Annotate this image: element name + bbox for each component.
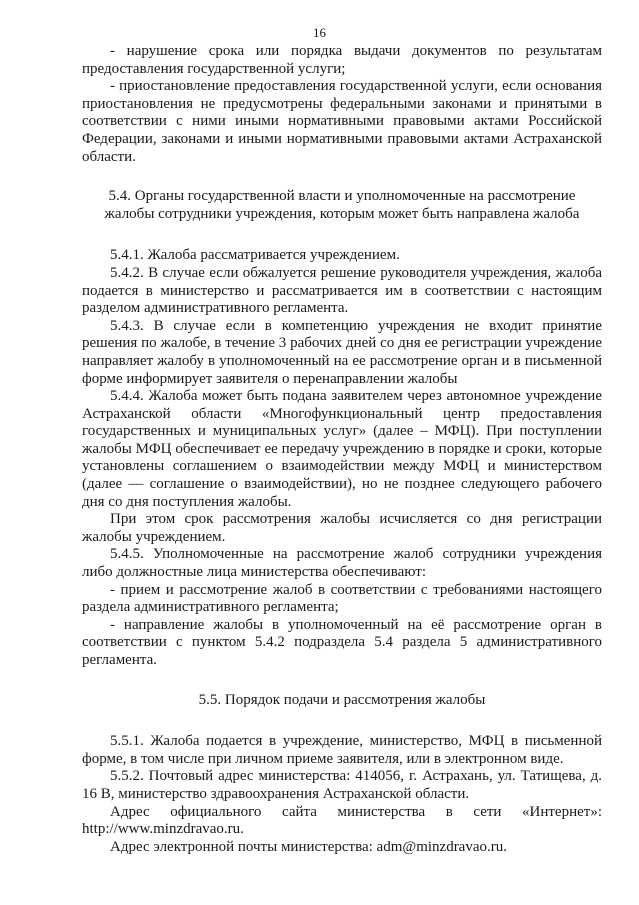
section-heading-5-4-line2: жалобы сотрудники учреждения, которым может быть направлена жалоба bbox=[104, 205, 580, 222]
page-number: 16 bbox=[313, 25, 326, 40]
paragraph-5-4-2: 5.4.2. В случае если обжалуется решение руководителя учреждения, жалоба подается в министерство и рассматривается им в соответствии с настоящим разделом административного регламента. bbox=[82, 264, 602, 317]
paragraph-5-4-5: 5.4.5. Уполномоченные на рассмотрение жалоб сотрудники учреждения либо должностные лица министерства обеспечивают: bbox=[82, 546, 602, 581]
paragraph-5-4-4-note: При этом срок рассмотрения жалобы исчисляется со дня регистрации жалобы учреждением. bbox=[82, 511, 602, 545]
paragraph-5-4-1: 5.4.1. Жалоба рассматривается учреждением. bbox=[110, 247, 400, 264]
paragraph-5-4-4: 5.4.4. Жалоба может быть подана заявителем через автономное учреждение Астраханской области «Многофункциональный центр предоставления государственных и муниципальных услуг» (далее – МФЦ). При поступлении жалобы МФЦ обеспечивает ее передачу учреждению в порядке и сроки, которые установлены соглашением о взаимодействии между МФЦ и министерством (далее — соглашение о взаимодействии), но не позднее следующего рабочего дня со дня поступления жалобы. bbox=[82, 388, 602, 510]
paragraph-5-4-3: 5.4.3. В случае если в компетенцию учреждения не входит принятие решения по жалобе, в течение 3 рабочих дней со дня ее регистрации учреждение направляет жалобу в уполномоченный на ее рассмотрение орган и в письменной форме информирует заявителя о перенаправлении жалобы bbox=[82, 317, 602, 387]
paragraph-5-5-1: 5.5.1. Жалоба подается в учреждение, министерство, МФЦ в письменной форме, в том числе при личном приеме заявителя, или в электронном виде. bbox=[82, 733, 602, 767]
list-item-suspension: - приостановление предоставления государственной услуги, если основания приостановления не предусмотрены федеральными законами и принятыми в соответствии с ними иными нормативными правовыми актами Российской Федерации, законами и иными нормативными правовыми актами Астраханской области. bbox=[82, 78, 602, 165]
section-heading-5-4-line1: 5.4. Органы государственной власти и уполномоченные на рассмотрение bbox=[108, 188, 576, 205]
document-body bbox=[82, 43, 602, 856]
section-heading-5-5: 5.5. Порядок подачи и рассмотрения жалобы bbox=[198, 691, 486, 708]
list-item-violation: - нарушение срока или порядка выдачи документов по результатам предоставления государственной услуги; bbox=[82, 43, 602, 77]
paragraph-email: Адрес электронной почты министерства: adm@minzdravao.ru. bbox=[110, 838, 507, 855]
paragraph-5-5-2: 5.5.2. Почтовый адрес министерства: 414056, г. Астрахань, ул. Татищева, д. 16 В, министерство здравоохранения Астраханской области. bbox=[82, 768, 602, 802]
paragraph-official-site: Адрес официального сайта министерства в сети «Интернет»: http://www.minzdravao.ru. bbox=[82, 803, 602, 838]
list-item-redirect: - направление жалобы в уполномоченный на её рассмотрение орган в соответствии с пунктом 5.4.2 подраздела 5.4 раздела 5 административного регламента. bbox=[82, 616, 602, 668]
list-item-reception: - прием и рассмотрение жалоб в соответствии с требованиями настоящего раздела административного регламента; bbox=[82, 581, 602, 616]
